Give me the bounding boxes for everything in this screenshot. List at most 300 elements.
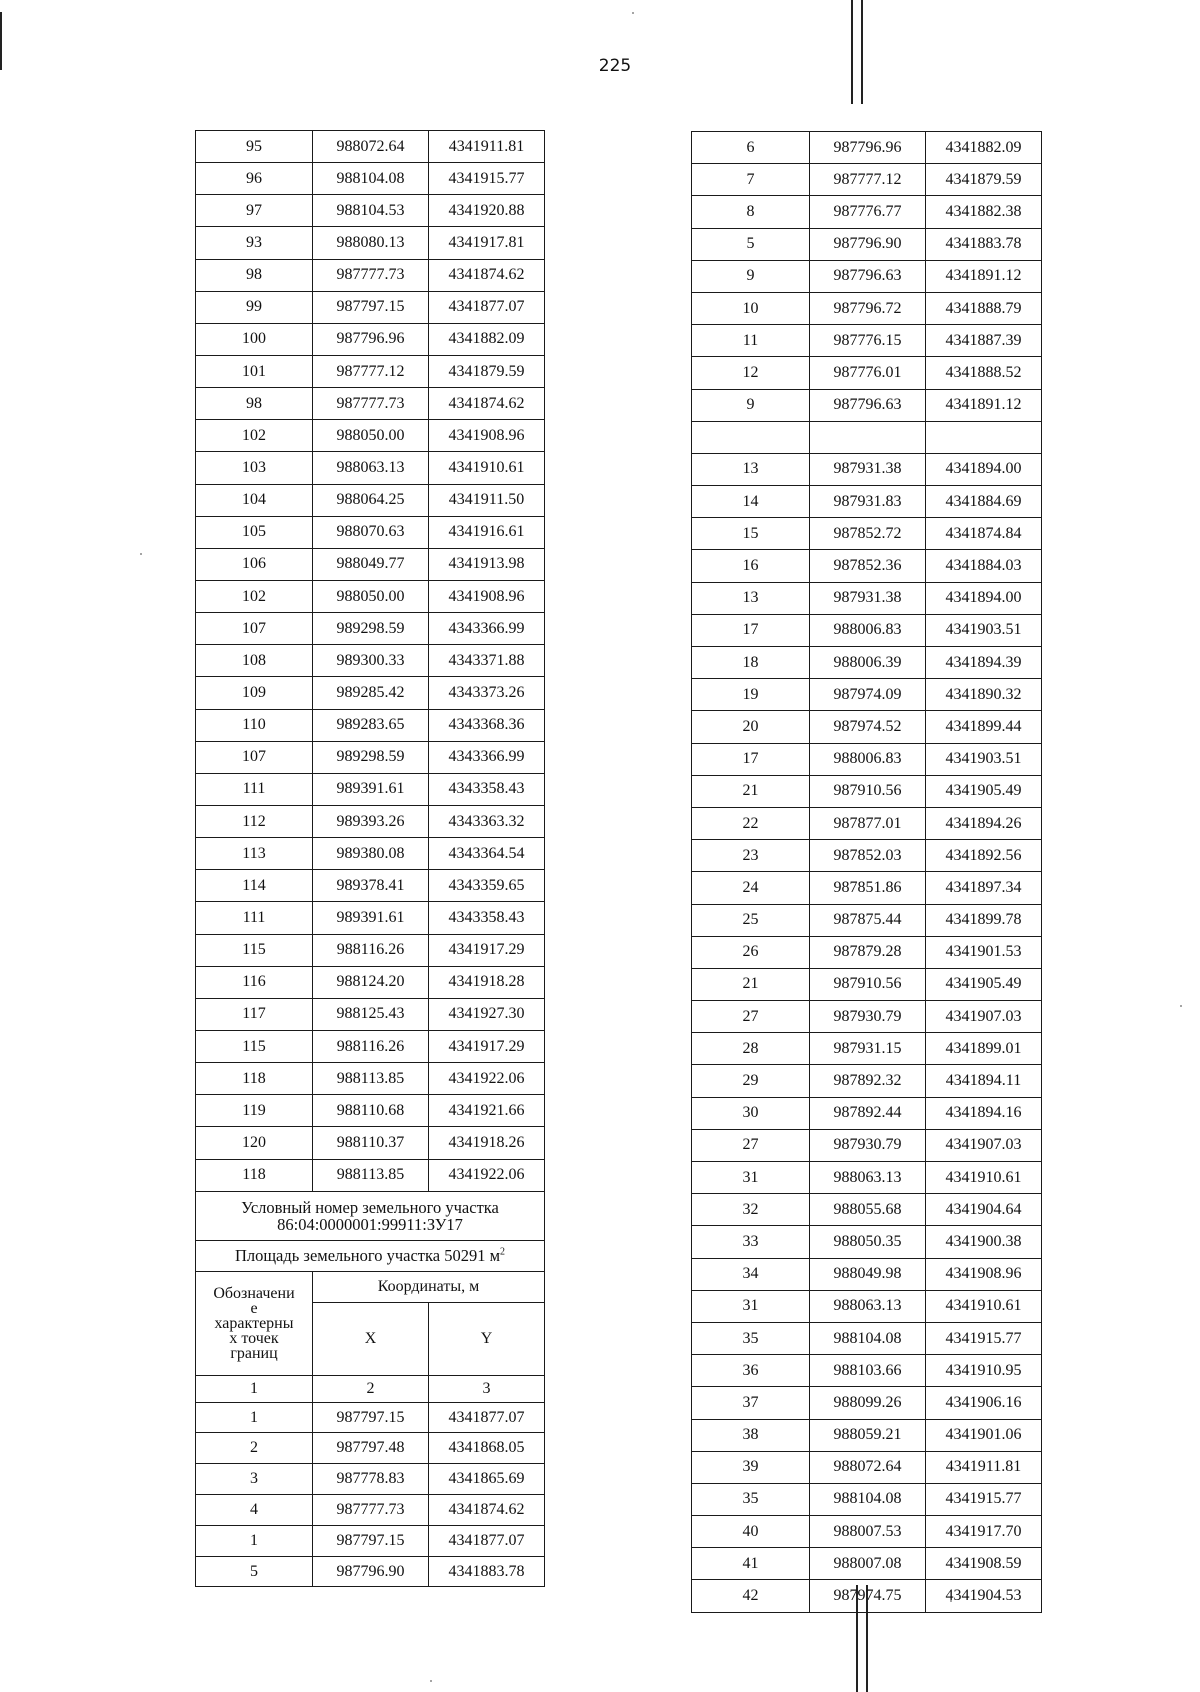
x-coordinate-cell: 989285.42 [313,677,429,709]
table-row [692,1290,1042,1322]
y-coordinate-cell: 4341879.59 [429,355,545,387]
scan-speck [140,553,142,555]
point-number-cell: 27 [692,1001,810,1033]
table-row [692,679,1042,711]
table-row [196,420,545,452]
table-row [692,840,1042,872]
designation-header-line: Обозначени [213,1284,295,1302]
table-row [196,1402,545,1433]
y-coordinate-cell: 4341907.03 [926,1129,1042,1161]
point-number-cell: 9 [692,389,810,421]
point-number-cell: 41 [692,1548,810,1580]
table-row [196,966,545,998]
y-coordinate-cell: 4343358.43 [429,902,545,934]
y-coordinate-cell: 4341908.96 [926,1258,1042,1290]
point-number-cell: 112 [196,805,313,837]
x-coordinate-cell: 987875.44 [810,904,926,936]
point-number-cell: 93 [196,227,313,259]
table-row [196,195,545,227]
coordinates-header: Координаты, м [313,1271,545,1302]
x-coordinate-cell: 987777.73 [313,388,429,420]
x-coordinate-cell: 987852.36 [810,550,926,582]
point-number-cell: 34 [692,1258,810,1290]
plot-title-label: Условный номер земельного участка [241,1197,499,1217]
table-row [692,260,1042,292]
point-number-cell: 2 [196,1433,313,1464]
x-coordinate-cell: 987796.63 [810,260,926,292]
table-row [196,645,545,677]
y-coordinate-cell: 4341884.03 [926,550,1042,582]
point-number-cell: 7 [692,164,810,196]
x-coordinate-cell: 988072.64 [313,131,429,163]
y-coordinate-cell: 4341874.62 [429,388,545,420]
table-row [692,292,1042,324]
point-number-cell: 27 [692,1129,810,1161]
x-coordinate-cell: 987796.72 [810,292,926,324]
plot-area-cell [196,1240,545,1271]
point-number-cell: 15 [692,518,810,550]
binding-rule [0,12,2,70]
y-coordinate-cell: 4341891.12 [926,389,1042,421]
table-row [692,1194,1042,1226]
table-row [196,452,545,484]
y-coordinate-cell: 4341883.78 [926,228,1042,260]
x-coordinate-cell: 987852.03 [810,840,926,872]
point-number-cell: 38 [692,1419,810,1451]
table-row [196,1063,545,1095]
scan-speck [1180,1005,1182,1007]
x-coordinate-cell: 988055.68 [810,1194,926,1226]
table-row [692,421,1042,453]
y-coordinate-cell: 4341874.84 [926,518,1042,550]
y-coordinate-cell: 4343363.32 [429,805,545,837]
point-number-cell: 26 [692,936,810,968]
point-number-cell: 32 [692,1194,810,1226]
y-coordinate-cell: 4341888.79 [926,292,1042,324]
x-coordinate-cell: 987797.15 [313,291,429,323]
x-coordinate-cell: 987777.12 [313,355,429,387]
y-coordinate-cell: 4341901.53 [926,936,1042,968]
point-number-cell: 13 [692,582,810,614]
x-coordinate-cell: 988110.37 [313,1127,429,1159]
table-row [196,291,545,323]
table-row [692,1580,1042,1612]
point-number-cell: 9 [692,260,810,292]
x-coordinate-cell: 987776.15 [810,325,926,357]
point-number-cell: 18 [692,647,810,679]
x-coordinate-cell: 989378.41 [313,870,429,902]
coordinates-table-right [691,131,1042,1613]
table-row [692,775,1042,807]
point-number-cell: 17 [692,743,810,775]
x-coordinate-cell: 988007.53 [810,1516,926,1548]
y-coordinate-cell: 4341905.49 [926,968,1042,1000]
y-header: Y [429,1302,545,1375]
y-coordinate-cell: 4341894.11 [926,1065,1042,1097]
table-row [692,1001,1042,1033]
table-row [692,550,1042,582]
table-row [692,1419,1042,1451]
x-coordinate-cell: 988049.77 [313,548,429,580]
table-row [692,807,1042,839]
table-row [196,323,545,355]
x-coordinate-cell: 987797.48 [313,1433,429,1464]
y-coordinate-cell: 4341918.26 [429,1127,545,1159]
x-coordinate-cell [810,421,926,453]
y-coordinate-cell: 4341887.39 [926,325,1042,357]
x-coordinate-cell: 989391.61 [313,773,429,805]
plot-title-row [196,1191,545,1240]
point-number-cell: 111 [196,902,313,934]
point-number-cell: 11 [692,325,810,357]
point-number-cell: 5 [196,1556,313,1587]
table-row [692,196,1042,228]
table-row [196,355,545,387]
x-coordinate-cell: 988116.26 [313,1030,429,1062]
table-row [196,838,545,870]
y-coordinate-cell: 4341917.81 [429,227,545,259]
point-number-cell: 36 [692,1355,810,1387]
point-number-cell: 31 [692,1162,810,1194]
table-row [196,613,545,645]
y-coordinate-cell: 4341910.61 [926,1162,1042,1194]
x-coordinate-cell: 989380.08 [313,838,429,870]
point-number-cell: 119 [196,1095,313,1127]
table-row [692,1162,1042,1194]
table-row [692,453,1042,485]
table-row [692,1548,1042,1580]
table-row [196,484,545,516]
point-number-cell: 96 [196,163,313,195]
y-coordinate-cell: 4343366.99 [429,741,545,773]
y-coordinate-cell: 4341907.03 [926,1001,1042,1033]
y-coordinate-cell: 4341868.05 [429,1433,545,1464]
plot-area-row [196,1240,545,1271]
table-row [692,1097,1042,1129]
x-coordinate-cell: 987877.01 [810,807,926,839]
point-number-cell: 100 [196,323,313,355]
table-row [692,743,1042,775]
point-number-cell: 108 [196,645,313,677]
point-number-cell: 19 [692,679,810,711]
point-number-cell: 37 [692,1387,810,1419]
y-coordinate-cell: 4341899.78 [926,904,1042,936]
x-coordinate-cell: 988113.85 [313,1063,429,1095]
column-number-cell: 2 [313,1375,429,1402]
table-row [196,1095,545,1127]
point-number-cell: 40 [692,1516,810,1548]
table-row [692,1322,1042,1354]
y-coordinate-cell: 4343368.36 [429,709,545,741]
y-coordinate-cell: 4341903.51 [926,743,1042,775]
x-coordinate-cell: 987910.56 [810,775,926,807]
point-number-cell: 98 [196,259,313,291]
designation-header-line: характерны [214,1314,294,1332]
table-row [196,677,545,709]
table-row [692,968,1042,1000]
point-number-cell: 29 [692,1065,810,1097]
table-row [692,1483,1042,1515]
x-coordinate-cell: 988006.39 [810,647,926,679]
y-coordinate-cell: 4341908.59 [926,1548,1042,1580]
x-coordinate-cell: 988006.83 [810,614,926,646]
x-coordinate-cell: 988006.83 [810,743,926,775]
point-number-cell: 120 [196,1127,313,1159]
point-number-cell: 98 [196,388,313,420]
designation-header-line: е [250,1299,258,1317]
x-coordinate-cell: 987797.15 [313,1402,429,1433]
y-coordinate-cell: 4341899.44 [926,711,1042,743]
y-coordinate-cell: 4341888.52 [926,357,1042,389]
table-row [692,614,1042,646]
plot-area-label: Площадь земельного участка 50291 м [234,1245,501,1265]
table-row [692,228,1042,260]
point-number-cell: 14 [692,486,810,518]
table-row [196,227,545,259]
y-coordinate-cell: 4341905.49 [926,775,1042,807]
scan-speck [632,12,634,14]
table-row [692,582,1042,614]
x-coordinate-cell: 988050.35 [810,1226,926,1258]
y-coordinate-cell: 4341879.59 [926,164,1042,196]
point-number-cell: 24 [692,872,810,904]
y-coordinate-cell: 4341894.26 [926,807,1042,839]
x-coordinate-cell: 987892.32 [810,1065,926,1097]
table-row [692,872,1042,904]
point-number-cell: 115 [196,934,313,966]
area-unit-superscript: 2 [500,1246,506,1258]
y-coordinate-cell: 4341894.00 [926,582,1042,614]
x-coordinate-cell: 989393.26 [313,805,429,837]
x-coordinate-cell: 988063.13 [810,1290,926,1322]
y-coordinate-cell: 4343371.88 [429,645,545,677]
table-row [196,870,545,902]
table-row [196,1127,545,1159]
table-row [196,259,545,291]
x-coordinate-cell: 988050.00 [313,420,429,452]
table-row [692,325,1042,357]
x-coordinate-cell: 987776.01 [810,357,926,389]
x-coordinate-cell: 987931.15 [810,1033,926,1065]
y-coordinate-cell: 4343358.43 [429,773,545,805]
y-coordinate-cell: 4341894.39 [926,647,1042,679]
x-coordinate-cell: 988104.08 [313,163,429,195]
y-coordinate-cell: 4341908.96 [429,580,545,612]
y-coordinate-cell: 4341883.78 [429,1556,545,1587]
point-number-cell: 118 [196,1063,313,1095]
y-coordinate-cell: 4341877.07 [429,1525,545,1556]
x-coordinate-cell: 987974.75 [810,1580,926,1612]
point-number-cell: 30 [692,1097,810,1129]
x-coordinate-cell: 988050.00 [313,580,429,612]
table-row [196,1556,545,1587]
binding-rule [851,0,853,104]
table-row [692,1129,1042,1161]
point-number-cell: 16 [692,550,810,582]
y-coordinate-cell: 4341917.70 [926,1516,1042,1548]
y-coordinate-cell: 4341894.16 [926,1097,1042,1129]
point-number-cell: 31 [692,1290,810,1322]
point-number-cell: 8 [692,196,810,228]
x-coordinate-cell: 988116.26 [313,934,429,966]
point-number-cell: 111 [196,773,313,805]
column-number-cell: 1 [196,1375,313,1402]
x-coordinate-cell: 987777.73 [313,1495,429,1526]
y-coordinate-cell: 4341917.29 [429,1030,545,1062]
y-coordinate-cell: 4341894.00 [926,453,1042,485]
y-coordinate-cell: 4341901.06 [926,1419,1042,1451]
x-coordinate-cell: 987974.52 [810,711,926,743]
x-coordinate-cell: 989300.33 [313,645,429,677]
table-row [692,711,1042,743]
x-coordinate-cell: 988103.66 [810,1355,926,1387]
point-number-cell: 109 [196,677,313,709]
point-number-cell: 4 [196,1495,313,1526]
y-coordinate-cell: 4341915.77 [429,163,545,195]
table-row [692,1226,1042,1258]
x-coordinate-cell: 987778.83 [313,1464,429,1495]
y-coordinate-cell: 4341922.06 [429,1063,545,1095]
x-coordinate-cell: 988099.26 [810,1387,926,1419]
x-coordinate-cell: 989283.65 [313,709,429,741]
coordinates-table-left [195,130,545,1587]
x-coordinate-cell: 988124.20 [313,966,429,998]
designation-header-line: границ [230,1344,278,1362]
point-number-cell: 107 [196,741,313,773]
table-row [692,357,1042,389]
point-number-cell: 104 [196,484,313,516]
x-coordinate-cell: 987852.72 [810,518,926,550]
y-coordinate-cell: 4341915.77 [926,1322,1042,1354]
x-coordinate-cell: 988063.13 [313,452,429,484]
x-coordinate-cell: 988110.68 [313,1095,429,1127]
x-coordinate-cell: 987931.38 [810,582,926,614]
table-row [692,1065,1042,1097]
point-number-cell: 1 [196,1402,313,1433]
table-row [196,1159,545,1191]
y-coordinate-cell: 4341900.38 [926,1226,1042,1258]
x-coordinate-cell: 987796.96 [313,323,429,355]
table-row [196,998,545,1030]
x-coordinate-cell: 988063.13 [810,1162,926,1194]
x-coordinate-cell: 987796.90 [810,228,926,260]
table-row [196,516,545,548]
point-number-cell: 12 [692,357,810,389]
y-coordinate-cell: 4341906.16 [926,1387,1042,1419]
point-number-cell: 10 [692,292,810,324]
point-number-cell: 110 [196,709,313,741]
y-coordinate-cell: 4341918.28 [429,966,545,998]
point-number-cell: 23 [692,840,810,872]
x-coordinate-cell: 988104.08 [810,1483,926,1515]
point-number-cell: 118 [196,1159,313,1191]
table-row [196,741,545,773]
binding-rule [861,0,863,104]
table-row [692,1387,1042,1419]
table-row [692,647,1042,679]
x-coordinate-cell: 988064.25 [313,484,429,516]
table-row [196,1464,545,1495]
table-row [196,131,545,163]
table-row [196,1495,545,1526]
y-coordinate-cell: 4343364.54 [429,838,545,870]
point-number-cell: 33 [692,1226,810,1258]
x-coordinate-cell: 987796.90 [313,1556,429,1587]
table-row [196,1525,545,1556]
y-coordinate-cell: 4341910.95 [926,1355,1042,1387]
y-coordinate-cell: 4343366.99 [429,613,545,645]
point-number-cell: 5 [692,228,810,260]
x-coordinate-cell: 987931.38 [810,453,926,485]
y-coordinate-cell: 4341910.61 [429,452,545,484]
column-number-cell: 3 [429,1375,545,1402]
point-number-cell: 114 [196,870,313,902]
x-coordinate-cell: 988007.08 [810,1548,926,1580]
point-number-cell: 20 [692,711,810,743]
table-row [692,1355,1042,1387]
x-coordinate-cell: 987892.44 [810,1097,926,1129]
table-row [692,1033,1042,1065]
x-coordinate-cell: 988113.85 [313,1159,429,1191]
table-row [196,709,545,741]
designation-header-line: х точек [229,1329,279,1347]
point-number-cell: 99 [196,291,313,323]
x-coordinate-cell: 988070.63 [313,516,429,548]
table-row [196,773,545,805]
table-row [692,1451,1042,1483]
y-coordinate-cell: 4341882.09 [926,132,1042,164]
x-coordinate-cell: 987796.63 [810,389,926,421]
table-row [196,902,545,934]
point-number-cell: 25 [692,904,810,936]
x-coordinate-cell: 988104.08 [810,1322,926,1354]
table-row [692,936,1042,968]
x-coordinate-cell: 987930.79 [810,1129,926,1161]
x-coordinate-cell: 989298.59 [313,741,429,773]
designation-header [196,1271,313,1375]
x-coordinate-cell: 988104.53 [313,195,429,227]
point-number-cell: 106 [196,548,313,580]
table-row [196,163,545,195]
point-number-cell: 102 [196,420,313,452]
x-coordinate-cell: 987931.83 [810,486,926,518]
y-coordinate-cell: 4341874.62 [429,1495,545,1526]
table-header-row [196,1271,545,1302]
table-row [196,1030,545,1062]
x-coordinate-cell: 987974.09 [810,679,926,711]
y-coordinate-cell: 4341884.69 [926,486,1042,518]
point-number-cell: 28 [692,1033,810,1065]
y-coordinate-cell: 4341921.66 [429,1095,545,1127]
y-coordinate-cell: 4341865.69 [429,1464,545,1495]
y-coordinate-cell: 4341891.12 [926,260,1042,292]
y-coordinate-cell: 4341911.81 [429,131,545,163]
point-number-cell: 97 [196,195,313,227]
point-number-cell: 1 [196,1525,313,1556]
point-number-cell: 102 [196,580,313,612]
table-row [692,389,1042,421]
table-row [196,388,545,420]
point-number-cell: 115 [196,1030,313,1062]
column-number-row [196,1375,545,1402]
y-coordinate-cell: 4341917.29 [429,934,545,966]
x-coordinate-cell: 988125.43 [313,998,429,1030]
y-coordinate-cell: 4341892.56 [926,840,1042,872]
point-number-cell: 103 [196,452,313,484]
point-number-cell: 21 [692,968,810,1000]
x-coordinate-cell: 987910.56 [810,968,926,1000]
x-coordinate-cell: 987851.86 [810,872,926,904]
